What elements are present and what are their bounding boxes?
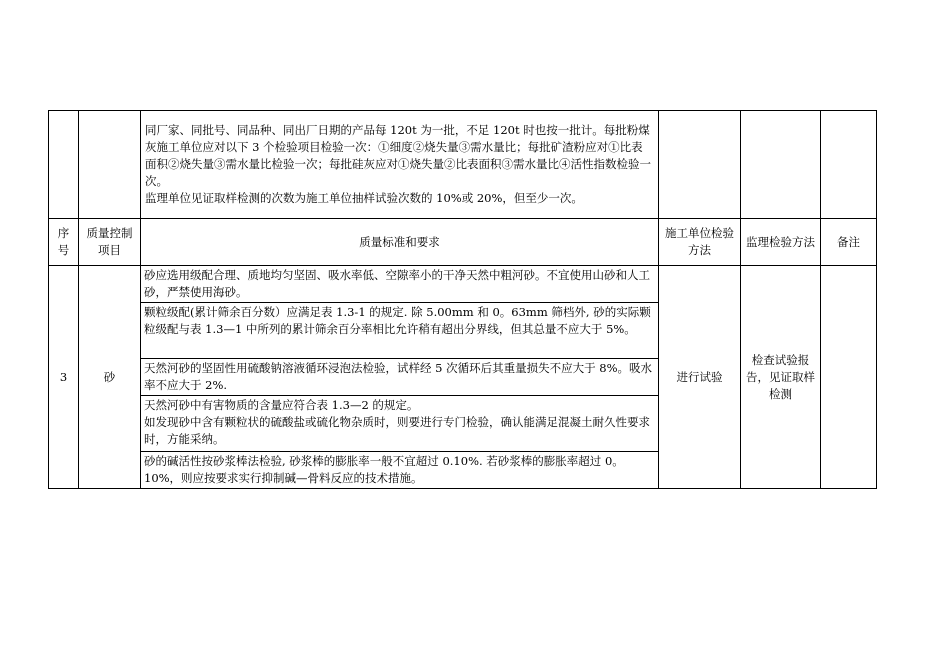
quality-standard-table: [48, 110, 877, 489]
header-contractor-method: 施工单位检验方法: [659, 219, 741, 266]
continuation-text-1: 同厂家、同批号、同品种、同出厂日期的产品每 120t 为一批，不足 120t 时也按一批计。每批粉煤灰施工单位应对以下 3 个检验项目检验一次：①细度②烧失量③需水量比；每批矿渣粉应对①比表面积②烧失量③需水量比检验一次；每批硅灰应对①烧失量②比表面积③需水量比④活性指数检验一次。: [145, 123, 651, 188]
requirement-soundness: 天然河砂的坚固性用硫酸钠溶液循环浸泡法检验，试样经 5 次循环后其重量损失不应大于 8%。吸水率不应大于 2%.: [141, 358, 658, 395]
continuation-row: [49, 111, 877, 219]
requirement-harmful-substances: 天然河砂中有害物质的含量应符合表 1.3—2 的规定。 如发现砂中含有颗粒状的硫酸盐或硫化物杂质时，则要进行专门检验，确认能满足混凝土耐久性要求时，方能采纳。: [141, 395, 658, 451]
header-standard: 质量标准和要求: [141, 219, 659, 266]
row-requirements-cell: [141, 266, 659, 489]
sand-row: [49, 266, 877, 489]
header-no: 序号: [49, 219, 79, 266]
requirement-alkali-reactivity: 砂的碱活性按砂浆棒法检验, 砂浆棒的膨胀率一般不宜超过 0.10%. 若砂浆棒的膨胀率超过 0。10%，则应按要求实行抑制碱—骨料反应的技术措施。: [141, 451, 658, 488]
row-remarks: [821, 266, 877, 489]
continuation-item-cell: [79, 111, 141, 219]
continuation-text-2: 监理单位见证取样检测的次数为施工单位抽样试验次数的 10%或 20%，但至少一次。: [145, 191, 583, 205]
row-no: 3: [49, 266, 79, 489]
requirement-particle-grading: 颗粒级配(累计筛余百分数）应满足表 1.3-1 的规定. 除 5.00mm 和 0。63mm 筛档外, 砂的实际颗粒级配与表 1.3—1 中所列的累计筛余百分率相比允许稍有超出分界线，但其总量不应大于 5%。: [141, 302, 658, 358]
row-control-item: 砂: [79, 266, 141, 489]
continuation-no-cell: [49, 111, 79, 219]
requirement-grading: 砂应选用级配合理、质地均匀坚固、吸水率低、空隙率小的干净天然中粗河砂。不宜使用山砂和人工砂，严禁使用海砂。: [144, 268, 650, 299]
continuation-contractor-cell: [659, 111, 741, 219]
row-contractor-method: 进行试验: [659, 266, 741, 489]
continuation-requirements-cell: [141, 111, 659, 219]
header-supervisor-method: 监理检验方法: [741, 219, 821, 266]
header-row: [49, 219, 877, 266]
header-control-item: 质量控制项目: [79, 219, 141, 266]
row-supervisor-method: 检查试验报告，见证取样检测: [741, 266, 821, 489]
continuation-supervisor-cell: [741, 111, 821, 219]
continuation-remarks-cell: [821, 111, 877, 219]
header-remarks: 备注: [821, 219, 877, 266]
